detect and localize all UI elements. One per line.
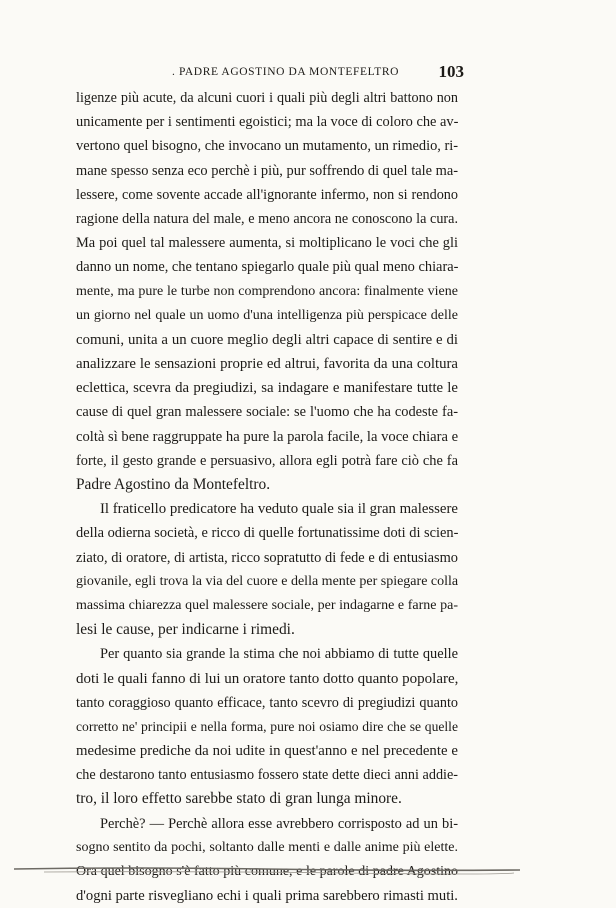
text-line: d'ogni parte risvegliano echi i quali prima sarebbero rimasti muti. bbox=[76, 888, 458, 905]
text-line: ligenze più acute, da alcuni cuori i quali più degli altri battono non bbox=[76, 90, 458, 106]
text-line: che destarono tanto entusiasmo fossero state dette dieci anni addie- bbox=[76, 767, 458, 784]
text-line: unicamente per i sentimenti egoistici; ma la voce di coloro che av- bbox=[76, 114, 459, 131]
running-title: . PADRE AGOSTINO DA MONTEFELTRO bbox=[172, 66, 400, 78]
text-line: un giorno nel quale un uomo d'una intelligenza più perspicace delle bbox=[76, 307, 458, 323]
paragraph bbox=[76, 86, 458, 497]
running-header bbox=[76, 62, 464, 86]
text-line: sogno sentito da pochi, soltanto dalle menti e dalle anime più elette. bbox=[76, 839, 458, 855]
text-line: Perchè? — Perchè allora esse avrebbero corrisposto ad un bi- bbox=[100, 815, 458, 832]
text-line: corretto ne' principii e nella forma, pure noi osiamo dire che se quelle bbox=[76, 718, 458, 734]
text-line: cause di quel gran malessere sociale: se l'uomo che ha codeste fa- bbox=[76, 404, 458, 421]
text-line: tro, il loro effetto sarebbe stato di gran lunga minore. bbox=[76, 790, 402, 808]
text-line: vertono quel bisogno, che invocano un mutamento, un rimedio, ri- bbox=[76, 138, 459, 155]
paragraph bbox=[76, 642, 458, 811]
text-line: comuni, unita a un cuore meglio degli altri capace di sentire e di bbox=[76, 331, 458, 348]
text-line: eclettica, scevra da pregiudizi, sa indagare e manifestare tutte le bbox=[76, 380, 458, 397]
text-line: giovanile, egli trova la via del cuore e della mente per spiegare colla bbox=[76, 573, 459, 589]
text-line: della odierna società, e ricco di quelle fortunatissime doti di scien- bbox=[76, 525, 459, 542]
paragraph bbox=[76, 812, 458, 908]
text-line: danno un nome, che tentano spiegarlo quale più qual meno chiara- bbox=[76, 259, 459, 276]
text-line: ziato, di oratore, di artista, ricco sopratutto di fede e di entusiasmo bbox=[76, 549, 458, 566]
text-line: Ora quel bisogno s'è fatto più comune, e le parole di padre Agostino bbox=[76, 864, 458, 879]
text-line: Ma poi quel tal malessere aumenta, si moltiplicano le voci che gli bbox=[76, 235, 458, 252]
text-line: tanto coraggioso quanto efficace, tanto scevro di pregiudizi quanto bbox=[76, 694, 458, 711]
page-body bbox=[76, 86, 458, 908]
text-line: doti le quali fanno di lui un oratore tanto dotto quanto popolare, bbox=[76, 670, 459, 687]
decorative-bottom-rule bbox=[14, 863, 520, 877]
text-line: lesi le cause, per indicarne i rimedi. bbox=[76, 621, 295, 639]
text-line: massima chiarezza quel malessere sociale, per indagarne e farne pa- bbox=[76, 597, 458, 613]
page-number: 103 bbox=[438, 62, 464, 81]
text-line: mane spesso senza eco perchè i più, pur soffrendo di quel tale ma- bbox=[76, 162, 458, 179]
text-line: Il fraticello predicatore ha veduto quale sia il gran malessere bbox=[100, 501, 458, 518]
text-line: mente, ma pure le turbe non comprendono ancora: finalmente viene bbox=[76, 283, 458, 299]
text-line: analizzare le sensazioni proprie ed altrui, favorita da una coltura bbox=[76, 356, 458, 373]
text-line: coltà sì bene raggruppate ha pure la parola facile, la voce chiara e bbox=[76, 428, 459, 445]
text-line: ragione della natura del male, e meno ancora ne conoscono la cura. bbox=[76, 210, 458, 227]
paragraph bbox=[76, 497, 458, 642]
text-line: lessere, come sovente accade all'ignorante infermo, non si rendono bbox=[76, 186, 458, 203]
text-line: Per quanto sia grande la stima che noi abbiamo di tutte quelle bbox=[100, 646, 458, 663]
text-line: Padre Agostino da Montefeltro. bbox=[76, 476, 271, 493]
text-line: forte, il gesto grande e persuasivo, allora egli potrà fare ciò che fa bbox=[76, 452, 458, 469]
text-line: medesime prediche da noi udite in quest'anno e nel precedente e bbox=[76, 743, 458, 760]
